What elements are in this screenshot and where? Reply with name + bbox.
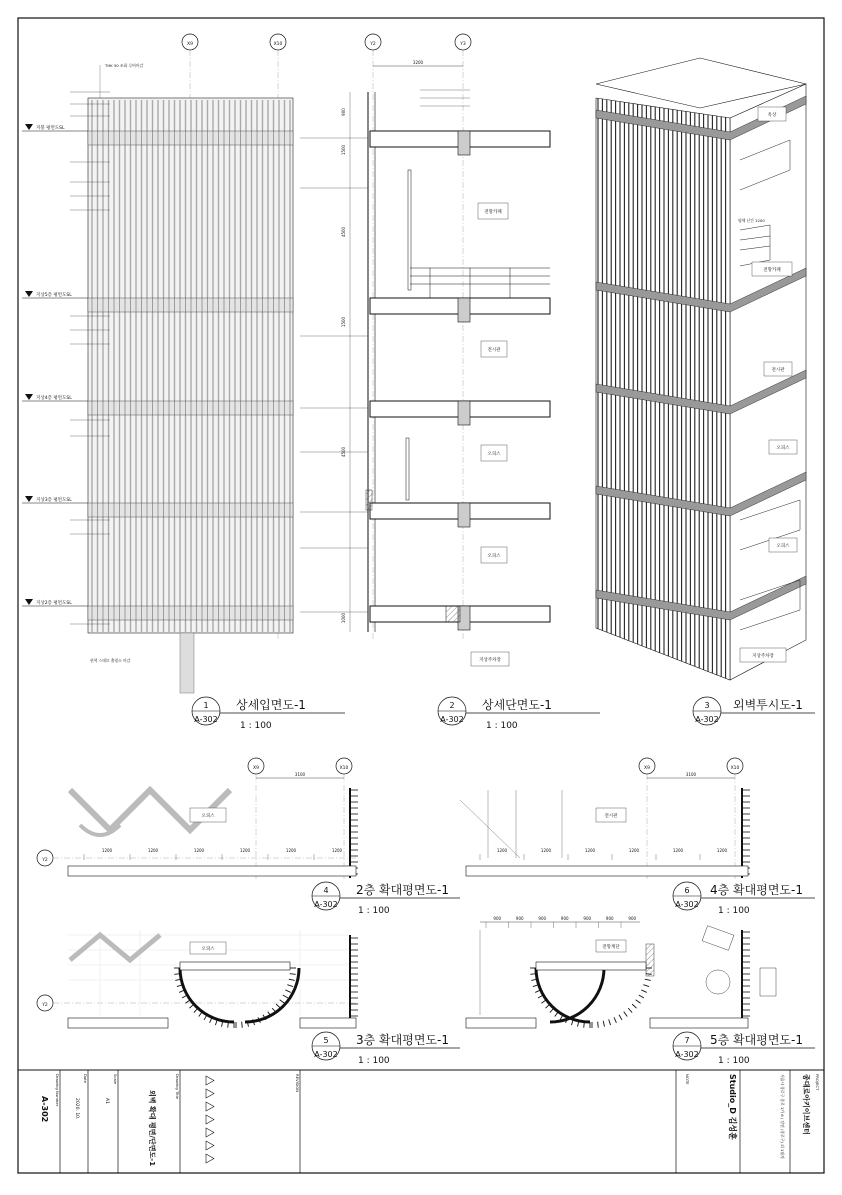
curve-fin	[287, 985, 293, 987]
title-4	[312, 882, 460, 916]
title-block-dividers	[60, 1070, 790, 1173]
section-room-5: 지상주차장	[479, 658, 501, 663]
curve-fin	[614, 1017, 616, 1022]
plan-5f-curve-louvers	[530, 968, 652, 1028]
tb-number: A-302	[40, 1096, 49, 1123]
title-1	[192, 697, 345, 731]
curve-fin	[242, 1022, 243, 1028]
persp-room-1: 옥상	[767, 113, 777, 118]
svg-text:900: 900	[341, 108, 346, 116]
tb-revision-marks	[206, 1076, 214, 1163]
svg-text:Y2: Y2	[42, 858, 48, 863]
grid-bubbles-top	[182, 34, 471, 50]
title-block	[18, 1070, 824, 1173]
curve-fin	[643, 985, 649, 987]
curve-fin	[174, 974, 180, 975]
elevation-level-markers	[22, 124, 88, 606]
svg-text:X9: X9	[644, 766, 650, 771]
svg-text:1000: 1000	[341, 612, 346, 624]
curve-fin	[185, 1000, 190, 1004]
plan-3f-curve-louvers	[174, 968, 296, 1028]
plan-4f-modules	[480, 848, 728, 860]
title-5	[312, 1032, 460, 1066]
svg-text:6: 6	[684, 886, 690, 895]
level-label-3f: 지상3층 평면도SL	[36, 498, 72, 503]
drawing-title-1: 상세입면도-1	[236, 698, 306, 712]
curve-fin	[276, 1004, 280, 1008]
module-dim: 1200	[147, 848, 159, 853]
module-dim: 900	[605, 916, 614, 921]
curve-fin	[624, 1012, 628, 1017]
section-beams	[458, 131, 470, 630]
section-leaders	[300, 90, 470, 612]
persp-room-5: 오피스	[776, 544, 790, 549]
grid-label-x10: X10	[273, 42, 283, 47]
drawing-title-7: 5층 확대평면도-1	[710, 1033, 803, 1047]
tb-revision-label: REVISION	[295, 1074, 300, 1093]
svg-text:1500: 1500	[341, 316, 346, 328]
revision-triangle	[206, 1115, 214, 1124]
plan-4f-room: 전시관	[604, 814, 618, 819]
svg-text:X9: X9	[253, 766, 259, 771]
tb-project-addr: 서울시 종로구 종로 1가 6 / 강연 (종로구) 외 1필지	[780, 1074, 785, 1159]
curve-fin	[584, 1022, 585, 1028]
revision-triangle	[206, 1128, 214, 1137]
drawing-scale-5: 1 : 100	[358, 1056, 390, 1066]
plan-3f	[37, 930, 360, 1028]
perspective-drawing	[596, 58, 806, 680]
plan-5f-furniture	[702, 926, 776, 996]
svg-text:5: 5	[323, 1036, 329, 1045]
tb-date-label: Date	[83, 1074, 88, 1084]
drawing-scale-7: 1 : 100	[718, 1056, 750, 1066]
svg-text:A-302: A-302	[314, 900, 338, 909]
tb-drawing-title-label: Drawing Title	[175, 1074, 180, 1100]
plan-3f-room: 오피스	[201, 947, 215, 952]
persp-room-3: 전시관	[771, 368, 785, 373]
level-label-5f: 지상5층 평면도SL	[36, 293, 72, 298]
level-label-roof: 지붕 평면도SL	[36, 126, 65, 131]
svg-text:3: 3	[704, 701, 710, 710]
title-7	[673, 1032, 815, 1066]
title-2	[438, 697, 600, 731]
curve-fin	[228, 1022, 229, 1028]
persp-room-2: 전망카페	[763, 268, 781, 273]
svg-text:7: 7	[684, 1036, 690, 1045]
curve-fin	[530, 974, 536, 975]
elevation-top-note: THK 50 조화 루버마감	[105, 63, 144, 68]
svg-text:Y2: Y2	[42, 1003, 48, 1008]
grid-label-x9: X9	[187, 42, 193, 47]
curve-fin	[541, 1000, 546, 1004]
curve-fin	[194, 1008, 198, 1012]
revision-triangle	[206, 1141, 214, 1150]
drawing-title-3: 외벽투시도-1	[733, 698, 803, 712]
module-dim: 900	[493, 916, 502, 921]
section-slabs	[370, 131, 550, 622]
elevation-drawing	[22, 50, 293, 693]
title-6	[673, 882, 815, 916]
grid-label-y3: Y3	[460, 42, 466, 47]
curve-fin	[619, 1015, 622, 1020]
section-room-labels	[471, 203, 509, 666]
module-dim: 1200	[716, 848, 728, 853]
plan-4f-louvers	[470, 790, 750, 876]
tb-drawing-title: 외벽 확대 평면/단면도-1	[148, 1090, 156, 1167]
module-dim: 1200	[193, 848, 205, 853]
module-dim: 1200	[285, 848, 297, 853]
tb-date: 2020. 10.	[74, 1098, 79, 1120]
tb-number-label: Drawing Number	[55, 1074, 60, 1107]
section-height-labels	[341, 108, 346, 623]
tb-scale: A1	[104, 1098, 109, 1104]
svg-text:X10: X10	[339, 766, 349, 771]
section-railing	[410, 268, 550, 298]
module-dim: 1200	[101, 848, 113, 853]
svg-text:2: 2	[449, 701, 455, 710]
curve-fin	[280, 1000, 285, 1004]
curve-fin	[646, 974, 652, 975]
section-room-4: 오피스	[487, 554, 501, 559]
drawing-title-5: 3층 확대평면도-1	[356, 1033, 449, 1047]
elevation-bottom-note: 현색 스테브 출렁소 마감	[90, 658, 131, 663]
curve-fin	[641, 990, 646, 992]
svg-text:A-302: A-302	[675, 900, 699, 909]
plan-2f	[37, 758, 360, 880]
module-dim: 1200	[239, 848, 251, 853]
revision-triangle	[206, 1076, 214, 1085]
curve-fin	[290, 974, 296, 975]
curve-fin	[632, 1004, 636, 1008]
plan-2f-room: 오피스	[201, 814, 215, 819]
curve-fin	[645, 979, 651, 980]
drawing-title-4: 2층 확대평면도-1	[356, 883, 449, 897]
tb-firm: Studio_D 김성훈	[728, 1074, 737, 1140]
section-dim-top: 3200	[412, 60, 424, 65]
module-dim: 900	[538, 916, 547, 921]
section-room-3: 오피스	[487, 452, 501, 457]
curve-fin	[285, 990, 290, 992]
level-label-2f: 지상2층 평면도SL	[36, 601, 72, 606]
plan-5f	[466, 916, 776, 1028]
curve-fin	[598, 1022, 599, 1028]
plan-5f-room: 전망계단	[602, 945, 620, 950]
module-dim: 900	[560, 916, 569, 921]
curve-fin	[189, 1004, 193, 1008]
drawing-scale-4: 1 : 100	[358, 906, 390, 916]
svg-text:A-302: A-302	[675, 1050, 699, 1059]
svg-text:4500: 4500	[341, 446, 346, 458]
svg-text:4500: 4500	[341, 226, 346, 238]
section-room-2: 전시관	[487, 348, 501, 353]
curve-fin	[199, 1012, 203, 1017]
tb-project-label: PROJECT	[815, 1074, 820, 1091]
module-dim: 1200	[628, 848, 640, 853]
svg-text:1500: 1500	[341, 144, 346, 156]
svg-text:4: 4	[323, 886, 329, 895]
svg-text:1: 1	[203, 701, 209, 710]
curve-fin	[628, 1008, 632, 1012]
drawing-title-6: 4층 확대평면도-1	[710, 883, 803, 897]
curve-fin	[550, 1008, 554, 1012]
drawing-title-2: 상세단면도-1	[482, 698, 552, 712]
section-drawing	[300, 50, 550, 666]
drawing-scale-2: 1 : 100	[486, 721, 518, 731]
curve-fin	[603, 1021, 604, 1027]
persp-room-6: 지상주차장	[752, 654, 774, 659]
module-dim: 1200	[672, 848, 684, 853]
plan-4f	[460, 758, 750, 880]
drawing-scale-6: 1 : 100	[718, 906, 750, 916]
title-3	[693, 697, 815, 725]
curve-fin	[609, 1019, 611, 1025]
svg-text:A-302: A-302	[695, 715, 719, 724]
persp-room-4: 오피스	[776, 446, 790, 451]
module-dim: 1200	[496, 848, 508, 853]
grid-label-y2: Y2	[370, 42, 376, 47]
curve-fin	[555, 1012, 559, 1017]
drawing-scale-1: 1 : 100	[240, 721, 272, 731]
curve-fin	[289, 979, 295, 980]
module-dim: 1200	[331, 848, 343, 853]
module-dim: 1200	[584, 848, 596, 853]
level-label-4f: 지상4층 평면도SL	[36, 396, 72, 401]
persp-rail-note: 평체 난간 1200	[738, 218, 765, 223]
module-dim: 900	[628, 916, 637, 921]
tb-project-name: 종대로아키이브센터	[802, 1074, 810, 1135]
tb-scale-label: Scale	[113, 1074, 118, 1085]
svg-text:A-302: A-302	[194, 715, 218, 724]
curve-fin	[639, 995, 644, 998]
svg-text:3100: 3100	[685, 772, 697, 777]
svg-text:3100: 3100	[294, 772, 306, 777]
curve-fin	[545, 1004, 549, 1008]
svg-text:A-302: A-302	[440, 715, 464, 724]
curve-fin	[636, 1000, 641, 1004]
revision-triangle	[206, 1089, 214, 1098]
module-dim: 900	[515, 916, 524, 921]
module-dim: 1200	[540, 848, 552, 853]
module-dim: 900	[583, 916, 592, 921]
revision-triangle	[206, 1102, 214, 1111]
section-room-1: 전망카페	[484, 210, 502, 215]
curve-fin	[283, 995, 288, 998]
revision-triangle	[206, 1154, 214, 1163]
tb-note-label: NOTE	[685, 1074, 690, 1085]
svg-text:A-302: A-302	[314, 1050, 338, 1059]
svg-text:X10: X10	[730, 766, 740, 771]
